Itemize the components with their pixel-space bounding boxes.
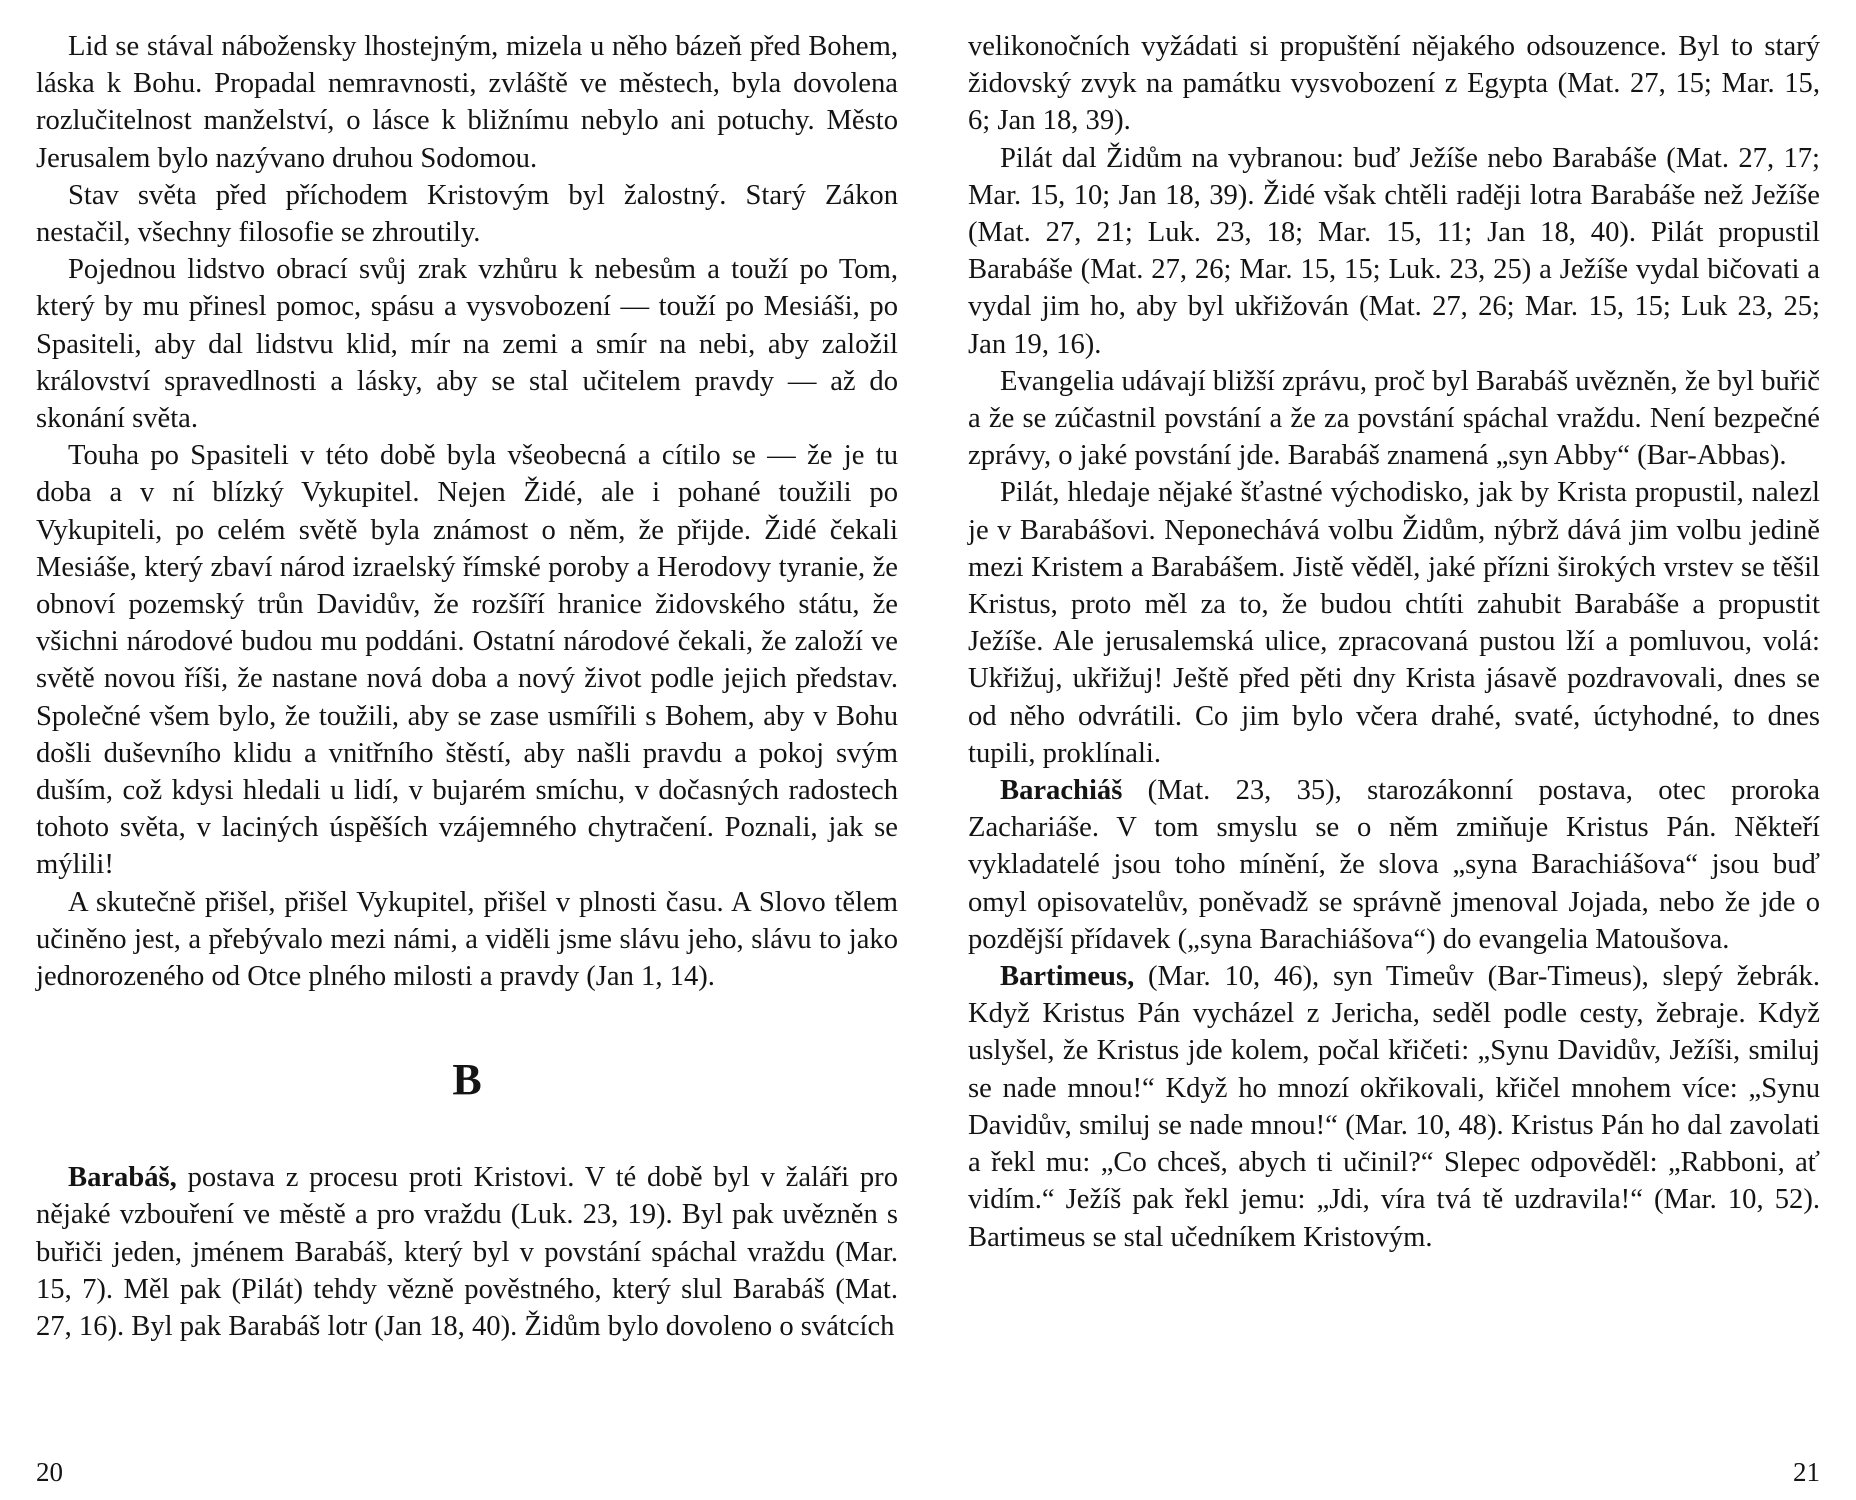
entry-headword: Barachiáš [1000, 775, 1123, 807]
page-number: 21 [1793, 1457, 1820, 1487]
left-text-column [36, 28, 898, 1345]
entry-text: postava z procesu proti Kristovi. V té době byl v žaláři pro nějaké vzbouření ve městě a pro vraždu (Luk. 23, 19). Byl pak uvězněn s buřiči jeden, jménem Barabáš, který byl v povstání spáchal vraždu (Mar. 15, 7). Měl pak (Pilát) tehdy vězně pověstného, který slul Barabáš (Mat. 27, 16). Byl pak Barabáš lotr (Jan 18, 40). Židům bylo dovoleno o svátcích [36, 1162, 898, 1343]
paragraph: Touha po Spasiteli v této době byla všeobecná a cítilo se — že je tu doba a v ní blízký Vykupitel. Nejen Židé, ale i pohané toužili po Vykupiteli, po celém světě byla známost o něm, že přijde. Židé čekali Mesiáše, který zbaví národ izraelský římské poroby a Herodovy tyranie, že obnoví pozemský trůn Davidův, že rozšíří hranice židovského státu, že všichni národové budou mu poddáni. Ostatní národové čekali, že založí ve světě novou říši, že nastane nová doba a nový život podle jejich představ. Společné všem bylo, že toužili, aby se zase usmířili s Bohem, aby v Bohu došli duševního klidu a vnitřního štěstí, aby našli pravdu a pokoj svým duším, což kdysi hledali u lidí, v bujarém smíchu, v dočasných radostech tohoto světa, v laciných úspěších vzájemného chytračení. Poznali, jak se mýlili! [36, 440, 898, 881]
entry-text: (Mat. 23, 35), starozákonní postava, otec proroka Zachariáše. V tom smyslu se o něm zmiňuje Kristus Pán. Někteří vykladatelé jsou toho mínění, že slova „syna Barachiášova“ jsou buď omyl opisovatelův, poněvadž se správně jmenoval Jojada, nebo že jde o pozdější přídavek („syna Barachiášova“) do evangelia Matoušova. [968, 775, 1820, 955]
entry-barachias [968, 772, 1820, 958]
entry-text: (Mar. 10, 46), syn Timeův (Bar-Timeus), slepý žebrák. Když Kristus Pán vycházel z Jericha, seděl podle cesty, žebraje. Když uslyšel, že Kristus jde kolem, počal křičeti: „Synu Davidův, Ježíši, smiluj se nade mnou!“ Když ho mnozí okřikovali, křičel mnohem více: „Synu Davidův, smiluj se nade mnou!“ (Mar. 10, 48). Kristus Pán ho dal zavolati a řekl mu: „Co chceš, abych ti učinil?“ Slepec odpověděl: „Rabboni, ať vidím.“ Ježíš pak řekl jemu: „Jdi, víra tvá tě uzdravila!“ (Mar. 10, 52). Bartimeus se stal učedníkem Kristovým. [968, 961, 1820, 1253]
section-letter-heading: B [452, 1055, 482, 1105]
paragraph: Pojednou lidstvo obrací svůj zrak vzhůru k nebesům a touží po Tom, který by mu přinesl pomoc, spásu a vysvobození — touží po Mesiáši, po Spasiteli, aby dal lidstvu klid, mír na zemi a smír na nebi, aby založil království spravedlnosti a lásky, aby se stal učitelem pravdy — až do skonání světa. [36, 254, 898, 435]
paragraph: A skutečně přišel, přišel Vykupitel, přišel v plnosti času. A Slovo tělem učiněno jest, a přebývalo mezi námi, a viděli jsme slávu jeho, slávu to jako jednorozeného od Otce plného milosti a pravdy (Jan 1, 14). [36, 886, 898, 993]
page-number: 20 [36, 1457, 63, 1487]
entry-headword: Barabáš, [68, 1162, 177, 1194]
paragraph: Stav světa před příchodem Kristovým byl žalostný. Starý Zákon nestačil, všechny filosofie se zhroutily. [36, 179, 898, 249]
paragraph: Evangelia udávají bližší zprávu, proč byl Barabáš uvězněn, že byl buřič a že se zúčastnil povstání a že za povstání spáchal vraždu. Není bezpečné zprávy, o jaké povstání jde. Barabáš znamená „syn Abby“ (Bar-Abbas). [968, 365, 1820, 472]
entry-bartimeus [968, 958, 1820, 1256]
paragraph-continuation: velikonočních vyžádati si propuštění nějakého odsouzence. Byl to starý židovský zvyk na památku vysvobození z Egypta (Mat. 27, 15; Mar. 15, 6; Jan 18, 39). [968, 31, 1820, 137]
right-text-column [968, 28, 1820, 1256]
paragraph: Lid se stával nábožensky lhostejným, mizela u něho bázeň před Bohem, láska k Bohu. Propadal nemravnosti, zvláště ve městech, byla dovolena rozlučitelnost manželství, o lásce k bližnímu nebylo ani potuchy. Město Jerusalem bylo nazývano druhou Sodomou. [36, 31, 898, 174]
entry-headword: Bartimeus, [1000, 961, 1135, 993]
right-page [928, 0, 1856, 1500]
paragraph: Pilát, hledaje nějaké šťastné východisko, jak by Krista propustil, nalezl je v Barabášovi. Neponechává volbu Židům, nýbrž dává jim volbu jedině mezi Kristem a Barabášem. Jistě věděl, jaké přízni širokých vrstev se těšil Kristus, proto měl za to, že budou chtíti zahubit Barabáše a propustit Ježíše. Ale jerusalemská ulice, zpracovaná pustou lží a pomluvou, volá: Ukřižuj, ukřižuj! Ještě před pěti dny Krista jásavě pozdravovali, dnes se od něho odvrátili. Co jim bylo včera drahé, svaté, úctyhodné, to dnes tupili, proklínali. [968, 477, 1820, 769]
entry-barabas [36, 1159, 898, 1345]
paragraph: Pilát dal Židům na vybranou: buď Ježíše nebo Barabáše (Mat. 27, 17; Mar. 15, 10; Jan 18, 39). Židé však chtěli raději lotra Barabáše než Ježíše (Mat. 27, 21; Luk. 23, 18; Mar. 15, 11; Jan 18, 40). Pilát propustil Barabáše (Mat. 27, 26; Mar. 15, 15; Luk. 23, 25) a Ježíše vydal bičovati a vydal jim ho, aby byl ukřižován (Mat. 27, 26; Mar. 15, 15; Luk 23, 25; Jan 19, 16). [968, 142, 1820, 360]
